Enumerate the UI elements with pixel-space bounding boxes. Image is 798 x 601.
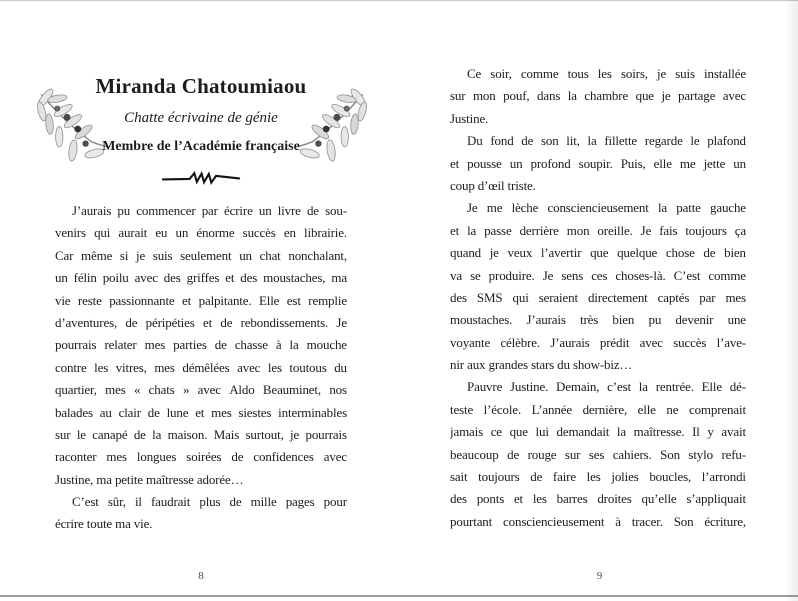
divider-wrap (55, 169, 347, 189)
text-line: balades au clair de lune et mes siestes interminables (55, 404, 347, 420)
text-line: beaucoup de rouge sur ses cahiers. Son stylo refu- (450, 446, 746, 462)
text-line: Car même si je suis seulement un chat nonchalant, (55, 247, 347, 263)
text-line: venirs qui aurait eu un énorme succès en librairie. (55, 225, 347, 241)
text-line: pourtant consciencieusement à tracer. Son écriture, (450, 513, 746, 529)
page-edge-shadow (784, 0, 798, 601)
author-heading (55, 74, 347, 189)
text-line: Pauvre Justine. Demain, c’est la rentrée. Elle dé- (467, 379, 746, 395)
text-line: moustaches. J’aurais très bien pu devenir une (450, 312, 746, 328)
text-line: C’est sûr, il faudrait plus de mille pages pour (72, 494, 347, 510)
text-line: coup d’œil triste. (450, 177, 536, 193)
text-line: sur le canapé de la maison. Mais surtout, je pourrais (55, 426, 347, 442)
text-line: et pousse un profond soupir. Puis, elle me jette un (450, 155, 746, 171)
text-line: vie reste passionnante et palpitante. Elle est remplie (55, 292, 347, 308)
text-line: Justine. (450, 110, 489, 126)
text-line: nir aux grandes stars du show-biz… (450, 357, 633, 373)
text-line: quand je veux l’avertir que quelque chose de bien (450, 245, 746, 261)
right-page-body (450, 63, 746, 533)
text-line: et la passe derrière mon oreille. Je fais toujours ça (450, 222, 746, 238)
text-line: Justine, ma petite maîtresse adorée… (55, 471, 244, 487)
text-line: teste l’école. L’année dernière, elle ne comprenait (450, 401, 746, 417)
text-line: d’aventures, de péripéties et de rebondissements. Je (55, 314, 347, 330)
text-line: Je me lèche consciencieusement la patte gauche (467, 200, 746, 216)
text-line: jamais ce que lui demandait la maîtresse. Il y avait (450, 424, 746, 440)
text-line: contre les vitres, mes démêlées avec les toutous du (55, 359, 347, 375)
author-affiliation: Membre de l’Académie française (102, 139, 300, 154)
text-line: des SMS qui seraient directement captés par mes (450, 289, 746, 305)
text-line: raconter mes longues soirées de confidences avec (55, 449, 347, 465)
bottom-rule (0, 595, 798, 597)
text-line: Ce soir, comme tous les soirs, je suis installée (467, 66, 746, 81)
text-line: un félin poilu avec des griffes et des moustaches, ma (55, 270, 347, 286)
text-line: voyante célèbre. J’aurais prédit avec succès l’ave- (450, 334, 746, 350)
text-line: J’aurais pu commencer par écrire un livre de sou- (72, 203, 347, 218)
page-number-right: 9 (596, 570, 603, 582)
page-number-left: 8 (198, 570, 204, 582)
text-line: sur mon pouf, dans la chambre que je partage avec (450, 88, 746, 104)
author-role: Chatte écrivaine de génie (124, 110, 278, 126)
text-line: des ponts et les barres droites qu’elle s’appliquait (450, 491, 746, 507)
top-rule (0, 0, 798, 1)
text-line: pourrais relater mes parties de chasse à la mouche (55, 337, 347, 353)
squiggle-flourish-icon (161, 169, 241, 187)
text-line: écrire toute ma vie. (55, 516, 153, 532)
text-line: va se produire. Je sens ces choses-là. C’est comme (450, 267, 746, 283)
text-line: quartier, mes « chats » avec Aldo Beauminet, nos (55, 382, 347, 398)
author-name: Miranda Chatoumiaou (95, 74, 307, 98)
left-page-body (55, 200, 347, 536)
text-line: sait toujours de faire les jolies boucles, l’arrondi (450, 469, 746, 485)
text-line: Du fond de son lit, la fillette regarde le plafond (467, 133, 746, 149)
